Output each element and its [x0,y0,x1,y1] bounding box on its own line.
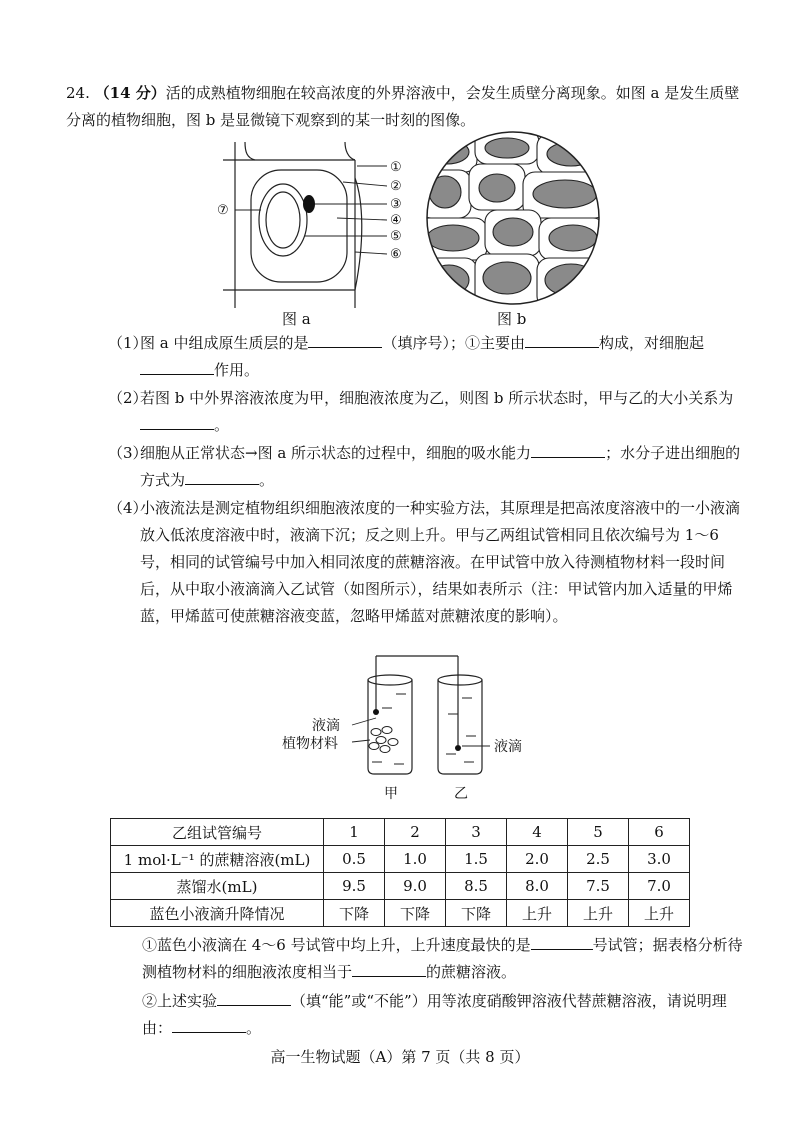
table-cell: 1.0 [385,846,446,873]
part-4-label: （4） [108,499,148,517]
table-cell: 3.0 [629,846,690,873]
table-row [111,873,690,900]
subpart-1 [142,932,752,986]
part-4-text: 小液流法是测定植物组织细胞液浓度的一种实验方法，其原理是把高浓度溶液中的一小液滴放入低浓度溶液中时，液滴下沉；反之则上升。甲与乙两组试管相同且依次编号为 1～6 号，相同的试管编号中加入相同浓度的蔗糖溶液。在甲试管中放入待测植物材料一段时间后，从中取小液滴滴入乙试管（如图所示），结果如表所示（注：甲试管内加入适量的甲烯蓝，甲烯蓝可使蔗糖溶液变蓝，忽略甲烯蓝对蔗糖浓度的影响）。 [140,499,741,625]
figure-a-caption: 图 a [282,310,311,328]
answer-blank[interactable] [185,470,259,485]
label-3: ③ [390,197,402,212]
table-cell: 2.0 [507,846,568,873]
part-2-text-a: 若图 b 中外界溶液浓度为甲，细胞液浓度为乙，则图 b 所示状态时，甲与乙的大小关系为 [140,389,734,407]
table-cell: 1 [324,819,385,846]
question-number: 24. [66,84,90,102]
answer-blank[interactable] [352,962,426,977]
answer-blank[interactable] [531,443,605,458]
part-2-label: （2） [108,389,148,407]
row-header: 蓝色小液滴升降情况 [111,900,324,927]
nucleus [303,195,315,213]
table-cell: 6 [629,819,690,846]
tube-diagram [282,650,560,815]
table-cell: 上升 [629,900,690,927]
subpart-2-text-c: 。 [246,1019,262,1037]
part-2 [108,385,748,439]
table-row [111,846,690,873]
drop-in-tube-jia [373,709,379,715]
table-cell: 5 [568,819,629,846]
part-1-text-d: 作用。 [214,361,260,379]
figure-b-micrograph [425,130,601,306]
table-cell: 3 [446,819,507,846]
part-1-text-c: 构成，对细胞起 [599,334,705,352]
subpart-2 [142,988,752,1042]
table-cell: 2.5 [568,846,629,873]
table-cell: 1.5 [446,846,507,873]
question-intro [66,80,746,134]
label-6: ⑥ [390,247,402,262]
part-1-text-a: 图 a 中组成原生质层的是 [140,334,309,352]
page-footer: 高一生物试题（A）第 7 页（共 8 页） [270,1048,530,1066]
label-5: ⑤ [390,229,402,244]
table-cell: 7.5 [568,873,629,900]
part-3-text-b: ；水分子进出细胞的方式为 [140,444,741,489]
question-text: 活的成熟植物细胞在较高浓度的外界溶液中，会发生质壁分离现象。如图 a 是发生质壁分离的植物细胞，图 b 是显微镜下观察到的某一时刻的图像。 [66,84,740,129]
label-tube-jia: 甲 [384,786,398,802]
table-cell: 8.5 [446,873,507,900]
table-cell: 7.0 [629,873,690,900]
label-4: ④ [390,213,402,228]
subpart-1-text-c: 的蔗糖溶液。 [426,963,517,981]
answer-blank[interactable] [140,415,214,430]
drop-in-tube-yi [455,745,461,751]
row-header: 1 mol·L⁻¹ 的蔗糖溶液(mL) [111,846,324,873]
table-cell: 8.0 [507,873,568,900]
label-drop-right: 液滴 [494,739,522,755]
question-points: （14 分） [94,84,166,102]
table-cell: 上升 [507,900,568,927]
part-3-text-c: 。 [259,471,275,489]
table-cell: 0.5 [324,846,385,873]
subpart-2-text-a: ②上述实验 [142,992,218,1010]
row-header: 蒸馏水(mL) [111,873,324,900]
figure-b-caption: 图 b [497,310,527,328]
table-cell: 4 [507,819,568,846]
table-cell: 2 [385,819,446,846]
part-1-text-b: （填序号）；①主要由 [382,334,525,352]
table-cell: 9.5 [324,873,385,900]
answer-blank[interactable] [308,333,382,348]
table-cell: 下降 [324,900,385,927]
protoplast-outline [251,170,347,282]
table-cell: 上升 [568,900,629,927]
subpart-1-text-b: 号试管；据表格分析待测植物材料的细胞液浓度相当于 [142,936,743,981]
label-1: ① [390,160,402,175]
label-plant-material: 植物材料 [282,736,338,752]
subpart-2-text-b: （填“能”或“不能”）用等浓度硝酸钾溶液代替蔗糖溶液，请说明理由： [142,992,727,1037]
table-cell: 下降 [385,900,446,927]
part-3-label: （3） [108,444,148,462]
row-header: 乙组试管编号 [111,819,324,846]
part-2-text-b: 。 [214,416,230,434]
answer-blank[interactable] [525,333,599,348]
label-2: ② [390,179,402,194]
experiment-table [110,818,690,927]
part-1-label: （1） [108,334,148,352]
answer-blank[interactable] [140,360,214,375]
table-row [111,819,690,846]
subpart-1-text-a: ①蓝色小液滴在 4～6 号试管中均上升，上升速度最快的是 [142,936,531,954]
label-drop-left: 液滴 [312,718,340,734]
answer-blank[interactable] [172,1018,246,1033]
figure-a-diagram [205,140,415,310]
table-cell: 下降 [446,900,507,927]
answer-blank[interactable] [531,935,593,950]
label-tube-yi: 乙 [454,786,468,802]
label-7: ⑦ [217,203,229,218]
table-cell: 9.0 [385,873,446,900]
part-1 [108,330,748,384]
part-4 [108,495,748,630]
table-row [111,900,690,927]
part-3-text-a: 细胞从正常状态→图 a 所示状态的过程中，细胞的吸水能力 [140,444,532,462]
part-3 [108,440,748,494]
answer-blank[interactable] [217,991,291,1006]
